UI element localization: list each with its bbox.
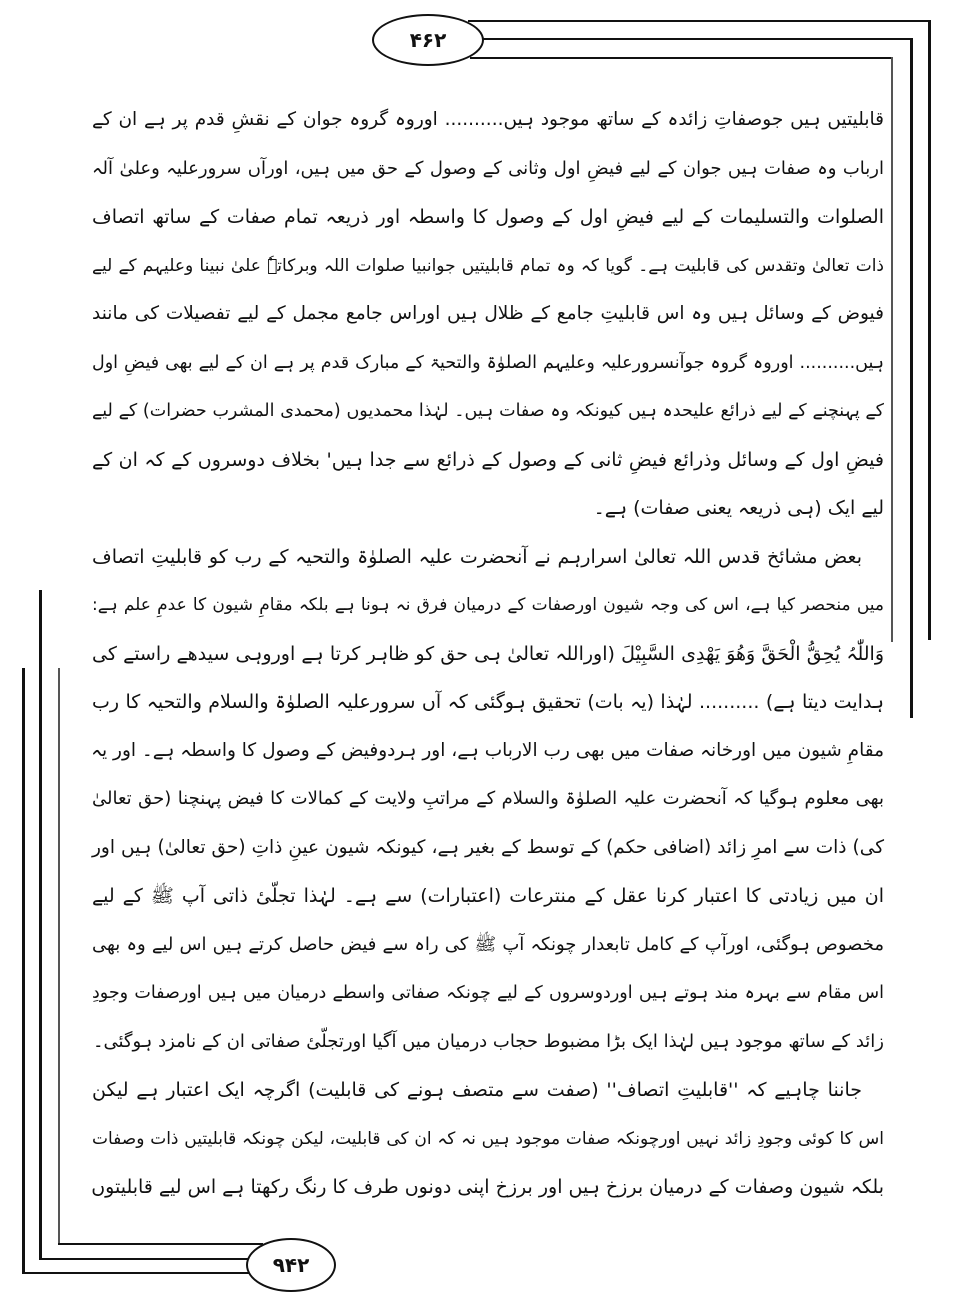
text-line: ہدایت دیتا ہے) .......... لہٰذا (یہ بات) تحقیق ہوگئی کہ آں سرورعلیہ الصلوٰۃ والسلام والتحیہ کا رب — [92, 691, 884, 713]
page-body-text — [92, 96, 884, 1212]
footer-page-number: ۹۴۲ — [246, 1238, 336, 1292]
text-line: کے پہنچنے کے لیے ذرائع علیحدہ ہیں کیونکہ وہ صفات ہیں۔ لہٰذا محمدیوں (محمدی المشرب حضرات) کے لیے — [92, 401, 884, 421]
frame-top-line-middle — [478, 38, 912, 40]
frame-left-line-middle — [39, 590, 42, 1260]
text-line: اس مقام سے بہرہ مند ہوتے ہیں اوردوسروں کے لیے چونکہ صفاتی واسطے درمیان میں ہیں اورصفات وجودِ — [92, 983, 884, 1003]
text-line: بھی معلوم ہوگیا کہ آنحضرت علیہ الصلوٰۃ والسلام کے مراتبِ ولایت کے کمالات کا فیض پہنچنا (حق تعالیٰ — [92, 788, 884, 809]
frame-bottom-line-outer — [22, 1272, 262, 1274]
frame-bottom-line-inner — [58, 1243, 263, 1245]
text-line: بلکہ شیون وصفات کے درمیان برزخ ہیں اور برزخ اپنی دونوں طرف کا رنگ رکھتا ہے اس لیے قابلیتوں — [91, 1176, 884, 1198]
text-line: لیے ایک (ہی ذریعہ یعنی صفات) ہے۔ — [593, 497, 884, 519]
frame-left-line-inner — [58, 668, 60, 1245]
text-line: بعض مشائخ قدس اللہ تعالیٰ اسرارہم نے آنحضرت علیہ الصلوٰۃ والتحیہ کے رب کو قابلیتِ اتصاف — [92, 545, 862, 568]
header-page-number: ۴۶۲ — [372, 14, 484, 66]
text-line: زائد کے ساتھ موجود ہیں لہٰذا ایک بڑا مضبوط حجاب درمیان میں آگیا اورتجلّیٔ صفاتی ان کے نامزد ہوگئی۔ — [92, 1030, 884, 1052]
text-line: فیضِ اول کے وسائل وذرائع فیضِ ثانی کے وصول کے ذرائع سے جدا ہیں' بخلاف دوسروں کے کہ ان کے — [92, 448, 884, 471]
text-line: مخصوص ہوگئی، اورآپ کے کامل تابعدار چونکہ آپ ﷺ کی راہ سے فیض حاصل کرتے ہیں اس لیے وہ بھی — [92, 933, 884, 955]
frame-right-line-outer — [928, 20, 931, 640]
text-line: فیوض کے وسائل ہیں وہ اس قابلیتِ جامع کے ظلال ہیں اوراس جامع مجمل کے لیے تفصیلات کی مانند — [92, 303, 884, 324]
text-line: مقامِ شیون میں اورخانہ صفات میں بھی رب الارباب ہے، اور ہردوفیض کے وصول کا واسطہ ہے۔ اور یہ — [91, 739, 884, 761]
text-line: ان میں زیادتی کا اعتبار کرنا عقل کے منترعات (اعتبارات) سے ہے۔ لہٰذا تجلّیٔ ذاتی آپ ﷺ کے لیے — [92, 885, 884, 907]
frame-right-line-middle — [910, 38, 913, 718]
text-line: کی) ذات سے امرِ زائد (اضافی حکم) کے توسط کے بغیر ہے، کیونکہ شیون عینِ ذاتِ (حق تعالیٰ) ہیں اور — [92, 836, 884, 858]
text-line: وَاللّٰہُ یُحِقُّ الْحَقَّ وَھُوَ یَھْدِی السَّبِیْلَ (اوراللہ تعالیٰ ہی حق کو ظاہر کرتا ہے اوروہی سیدھے راستے کی — [92, 642, 884, 665]
text-line: ہیں.......... اوروہ گروہ جوآنسرورعلیہ وعلیہم الصلوٰۃ والتحیۃ کے مبارک قدم پر ہے ان کے لیے بھی فیضِ اول — [92, 352, 884, 373]
text-line: ذات تعالیٰ وتقدس کی قابلیت ہے۔ گویا کہ وہ تمام قابلیتیں جوانبیا صلوات اللہ وبرکاتہٗ علیٰ نبینا وعلیہم کے لیے — [92, 255, 884, 276]
frame-top-line-outer — [468, 20, 930, 22]
frame-top-line-inner — [470, 57, 892, 59]
text-line: ارباب وہ صفات ہیں جوان کے لیے فیضِ اول وثانی کے وصول کے حق میں ہیں، اورآں سرورعلیہ وعلیٰ آلہ — [92, 157, 884, 179]
text-line: قابلیتیں ہیں جوصفاتِ زائدہ کے ساتھ موجود ہیں.......... اوروہ گروہ جوان کے نقشِ قدم پر ہے ان کے — [92, 109, 884, 130]
frame-right-line-inner — [891, 57, 893, 642]
frame-left-line-outer — [22, 668, 25, 1274]
text-line: الصلوات والتسلیمات کے لیے فیضِ اول کے وصول کا واسطہ اور ذریعہ تمام صفات کے ساتھ اتصاف — [92, 206, 884, 228]
text-line: اس کا کوئی وجودِ زائد نہیں اورچونکہ صفات موجود ہیں نہ کہ ان کی قابلیت، لیکن چونکہ قابلیتیں ذات وصفات — [92, 1128, 884, 1149]
text-line: میں منحصر کیا ہے، اس کی وجہ شیون اورصفات کے درمیان فرق نہ ہونا ہے بلکہ مقامِ شیون کا عدمِ علم ہے: — [92, 595, 884, 615]
frame-bottom-line-middle — [39, 1258, 254, 1260]
text-line: جاننا چاہیے کہ ''قابلیتِ اتصاف'' (صفت سے متصف ہونے کی قابلیت) اگرچہ ایک اعتبار ہے لیکن — [92, 1079, 862, 1101]
